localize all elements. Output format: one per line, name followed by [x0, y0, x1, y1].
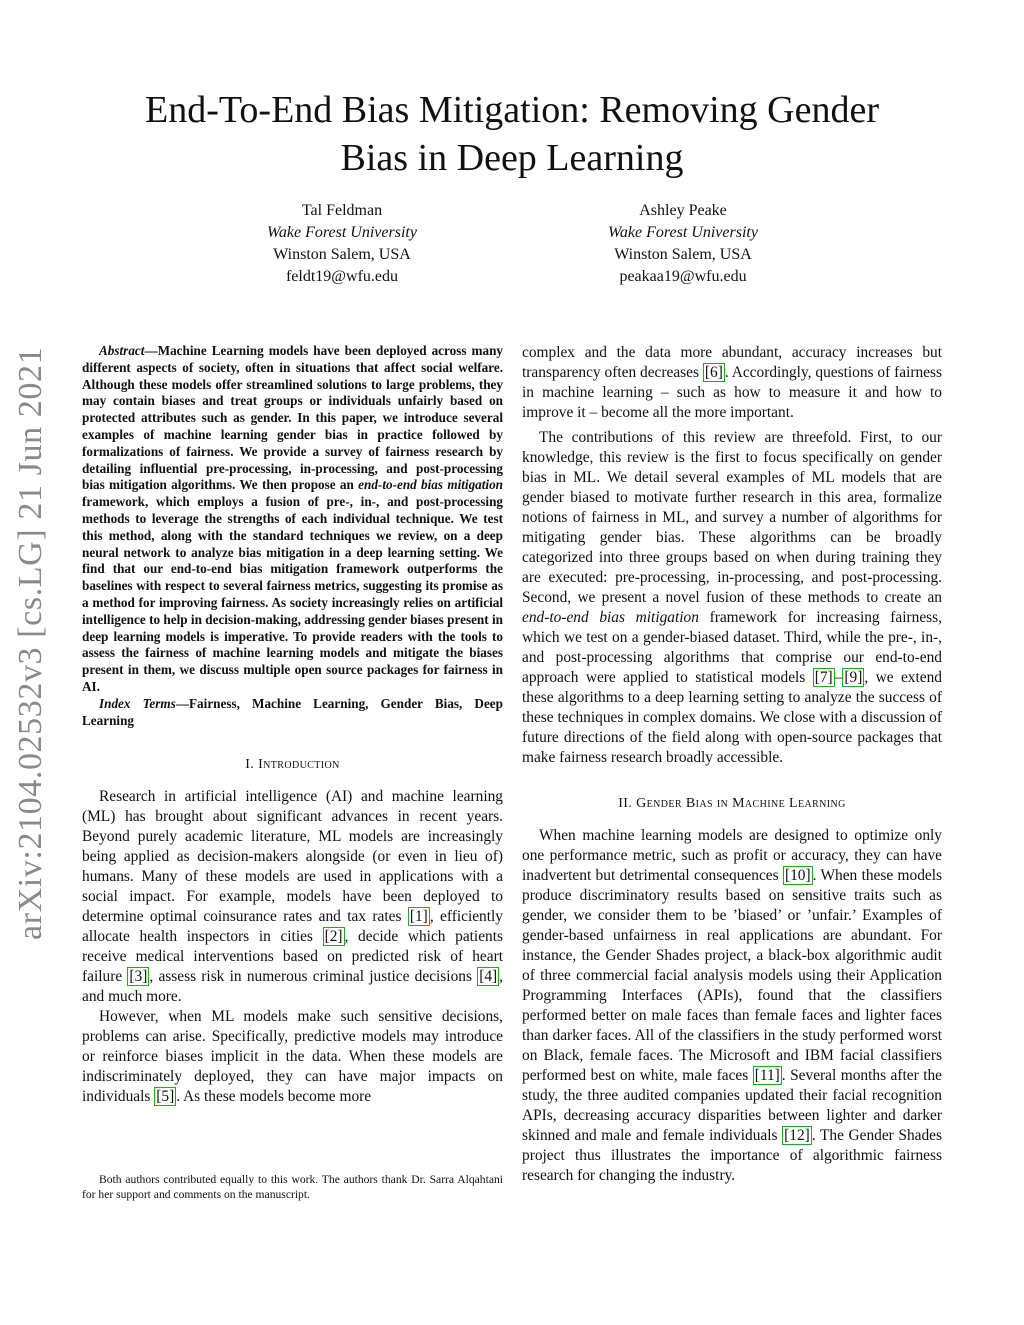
- paper-title: [0, 86, 1024, 182]
- citation-link[interactable]: [1]: [409, 908, 428, 926]
- author-affiliation: Wake Forest University: [608, 224, 758, 241]
- right-column: [522, 343, 942, 1186]
- author-email: feldt19@wfu.edu: [285, 268, 399, 285]
- author-email: peakaa19@wfu.edu: [619, 268, 747, 285]
- paragraph: Research in artificial intelligence (AI) and machine learning (ML) has brought about significant advances in recent years. Beyond purely academic literature, ML models are increasingly being applied as decision-makers alongside (or even in lieu of) humans. Many of these models are used in applications with a social impact. For example, models have been deployed to determine optimal coinsurance rates and tax rates [1] , efficiently allocate health inspectors in cities [2] , decide which patients receive medical interventions based on predicted risk of heart failure [3] , assess risk in numerous criminal justice decisions [4] , and much more.: [82, 788, 504, 1006]
- citation-link[interactable]: [11]: [754, 1067, 780, 1084]
- citation-link[interactable]: [10]: [784, 867, 811, 884]
- author-location: Winston Salem, USA: [273, 246, 411, 263]
- citation-link[interactable]: [6]: [704, 364, 723, 381]
- abstract: Abstract—Machine Learning models have been deployed across many different aspects of society, often in situations that affect social welfare. Although these models offer streamlined solutions to large problems, they may contain biases and treat groups or individuals unfairly based on protected attributes such as gender. In this paper, we introduce several examples of machine learning gender bias in practice followed by formalizations of fairness. We provide a survey of fairness research by detailing influential pre-processing, in-processing, and post-processing bias mitigation algorithms. We then propose an end-to-end bias mitigation framework, which employs a fusion of pre-, in-, and post-processing methods to leverage the strengths of each individual technique. We test this method, along with the standard techniques we review, on a deep neural network to analyze bias mitigation in a deep learning setting. We find that our end-to-end bias mitigation framework outperforms the baselines with respect to several fairness metrics, suggesting its promise as a method for improving fairness. As society increasingly relies on artificial intelligence to help in decision-making, addressing gender biases present in deep learning models is imperative. To provide readers with the tools to assess the fairness of machine learning models and mitigate the biases present in them, we discuss multiple open source packages for fairness in AI.: [82, 343, 504, 694]
- arxiv-identifier: arXiv:2104.02532v3 [cs.LG] 21 Jun 2021: [12, 346, 49, 940]
- author-name: Ashley Peake: [639, 202, 727, 219]
- section-heading-introduction: I. Introduction: [245, 757, 340, 773]
- index-terms: Index Terms—Fairness, Machine Learning, Gender Bias, Deep Learning: [82, 695, 503, 728]
- citation-link[interactable]: [5]: [156, 1088, 175, 1106]
- citation-link[interactable]: [12]: [784, 1127, 810, 1144]
- title-line-1: End-To-End Bias Mitigation: Removing Gender: [144, 89, 879, 131]
- citation-link[interactable]: [9]: [844, 669, 863, 686]
- author-location: Winston Salem, USA: [614, 246, 752, 263]
- author-name: Tal Feldman: [301, 202, 383, 219]
- paragraph: The contributions of this review are threefold. First, to our knowledge, this review is the first to focus specifically on gender bias in ML. We detail several examples of ML models that are gender biased to motivate further research in this area, formalize notions of fairness in ML, and survey a number of algorithms for mitigating gender bias. These algorithms can be broadly categorized into three groups based on when during training they are executed: pre-processing, in-processing, and post-processing. Second, we present a novel fusion of these methods to create an end-to-end bias mitigation framework for increasing fairness, which we test on a gender-biased dataset. Third, while the pre-, in-, and post-processing algorithms that comprise our end-to-end approach were applied to statistical models [7] – [9] , we extend these algorithms to a deep learning setting to analyze the success of these techniques in complex domains. We close with a discussion of future directions of the field along with open-source packages that make fairness research broadly accessible.: [522, 429, 943, 766]
- footnote: Both authors contributed equally to this work. The authors thank Dr. Sarra Alqahtani for her support and comments on the manuscript.: [82, 1173, 503, 1201]
- author-affiliation: Wake Forest University: [267, 224, 417, 241]
- author-block-2: [553, 200, 813, 288]
- paragraph: However, when ML models make such sensitive decisions, problems can arise. Specifically, predictive models may introduce or reinforce biases implicit in the data. When these models are indiscriminately deployed, they can have major impacts on individuals [5] . As these models become more: [82, 1008, 503, 1106]
- title-line-2: Bias in Deep Learning: [340, 137, 684, 179]
- abstract-label: Abstract: [99, 343, 145, 358]
- left-column: [82, 343, 503, 1107]
- citation-link[interactable]: [4]: [479, 968, 498, 986]
- citation-link[interactable]: [3]: [129, 968, 148, 986]
- section-heading-gender-bias: II. Gender Bias in Machine Learning: [618, 796, 846, 811]
- paragraph: complex and the data more abundant, accuracy increases but transparency often decreases [6] . Accordingly, questions of fairness in machine learning – such as how to measure it and how to improve it – become all the more important.: [522, 344, 942, 421]
- citation-link[interactable]: [2]: [324, 928, 343, 946]
- index-terms-label: Index Terms: [99, 695, 176, 711]
- paragraph: When machine learning models are designed to optimize only one performance metric, such as profit or accuracy, they can have inadvertent but detrimental consequences [10] . When these models produce discriminatory results based on sensitive traits such as gender, we consider them to be ’biased’ or ’unfair.’ Examples of gender-based unfairness in real applications are abundant. For instance, the Gender Shades project, a black-box algorithmic audit of three commercial facial analysis models using their Application Programming Interfaces (APIs), found that the classifiers performed better on male faces than female faces and lighter faces than darker faces. All of the classifiers in the study performed worst on Black, female faces. The Microsoft and IBM facial classifiers performed best on white, male faces [11] . Several months after the study, the three audited companies updated their facial recognition APIs, decreasing accuracy disparities between lighter and darker skinned and male and female individuals [12] . The Gender Shades project thus illustrates the importance of algorithmic fairness research for changing the industry.: [522, 827, 943, 1184]
- author-block-1: [212, 200, 472, 288]
- citation-link[interactable]: [7]: [814, 669, 833, 686]
